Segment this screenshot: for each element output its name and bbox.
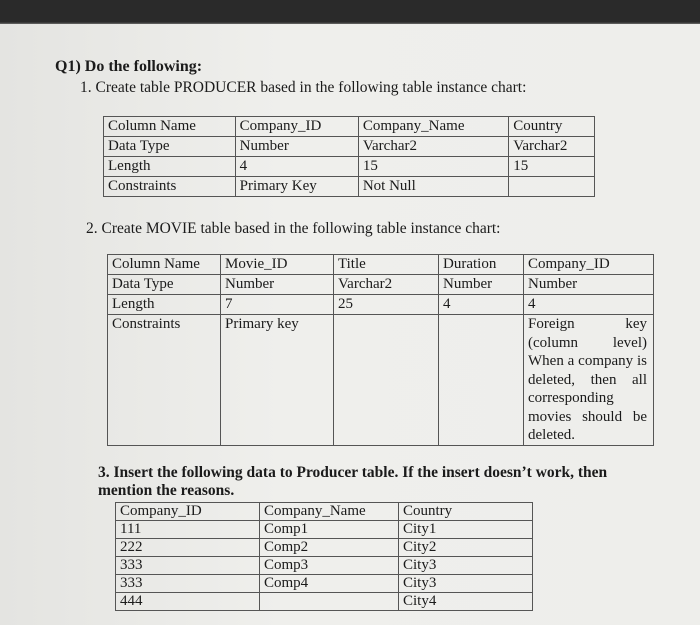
table-cell bbox=[439, 315, 524, 446]
table-cell: 4 bbox=[524, 295, 654, 315]
table-cell: City1 bbox=[399, 521, 533, 539]
table-row bbox=[104, 117, 595, 137]
table-cell: Varchar2 bbox=[334, 275, 439, 295]
table-cell: 7 bbox=[221, 295, 334, 315]
table-cell: 15 bbox=[509, 157, 595, 177]
table-cell: Company_Name bbox=[358, 117, 508, 137]
table-cell: 111 bbox=[116, 521, 260, 539]
table-cell: Company_Name bbox=[260, 503, 399, 521]
table-cell: Number bbox=[221, 275, 334, 295]
table-cell: Data Type bbox=[104, 137, 236, 157]
question-3-text: 3. Insert the following data to Producer table. If the insert doesn’t work, then mention the reasons. bbox=[98, 464, 608, 499]
question-1-text: 1. Create table PRODUCER based in the following table instance chart: bbox=[80, 79, 527, 96]
table-cell: 222 bbox=[116, 539, 260, 557]
table-cell: Column Name bbox=[104, 117, 236, 137]
table-cell: 4 bbox=[439, 295, 524, 315]
document-page bbox=[0, 24, 700, 625]
table-row bbox=[108, 255, 654, 275]
table-cell: Duration bbox=[439, 255, 524, 275]
table-row bbox=[108, 315, 654, 446]
table-cell: Company_ID bbox=[116, 503, 260, 521]
table-cell: City3 bbox=[399, 557, 533, 575]
table-cell: Title bbox=[334, 255, 439, 275]
table-cell: Constraints bbox=[108, 315, 221, 446]
table-cell bbox=[509, 177, 595, 197]
table-cell: Comp2 bbox=[260, 539, 399, 557]
table-row bbox=[116, 575, 533, 593]
table-cell: Primary Key bbox=[235, 177, 358, 197]
table-cell: Company_ID bbox=[235, 117, 358, 137]
table-cell: Number bbox=[524, 275, 654, 295]
fk-word: key bbox=[625, 316, 647, 332]
table-cell: City3 bbox=[399, 575, 533, 593]
table-cell: Movie_ID bbox=[221, 255, 334, 275]
table-cell: Length bbox=[108, 295, 221, 315]
table-cell: Comp3 bbox=[260, 557, 399, 575]
fk-first-line bbox=[528, 315, 647, 334]
producer-insert-data-table bbox=[115, 502, 533, 611]
table-cell: Length bbox=[104, 157, 236, 177]
table-cell: 25 bbox=[334, 295, 439, 315]
table-cell: 15 bbox=[358, 157, 508, 177]
table-row bbox=[116, 593, 533, 611]
table-cell: Not Null bbox=[358, 177, 508, 197]
table-cell: Column Name bbox=[108, 255, 221, 275]
table-cell: Varchar2 bbox=[509, 137, 595, 157]
table-cell: Comp4 bbox=[260, 575, 399, 593]
table-cell: City2 bbox=[399, 539, 533, 557]
table-cell: Number bbox=[235, 137, 358, 157]
table-cell: 333 bbox=[116, 557, 260, 575]
table-row bbox=[116, 539, 533, 557]
fk-word: Foreign bbox=[528, 316, 575, 332]
question-heading: Q1) Do the following: bbox=[55, 58, 203, 75]
table-row bbox=[116, 557, 533, 575]
table-cell: Country bbox=[399, 503, 533, 521]
table-cell: 333 bbox=[116, 575, 260, 593]
table-cell: 444 bbox=[116, 593, 260, 611]
table-cell: Company_ID bbox=[524, 255, 654, 275]
table-cell: Number bbox=[439, 275, 524, 295]
table-row bbox=[116, 521, 533, 539]
fk-description: (column level) When a company is deleted, then all corresponding movies should be deleted. bbox=[528, 334, 647, 443]
table-cell: Constraints bbox=[104, 177, 236, 197]
table-cell: Comp1 bbox=[260, 521, 399, 539]
table-cell: Country bbox=[509, 117, 595, 137]
table-cell: City4 bbox=[399, 593, 533, 611]
table-cell bbox=[260, 593, 399, 611]
table-row bbox=[104, 157, 595, 177]
table-cell: Primary key bbox=[221, 315, 334, 446]
table-row bbox=[108, 295, 654, 315]
movie-instance-chart bbox=[107, 254, 654, 446]
table-cell: 4 bbox=[235, 157, 358, 177]
foreign-key-constraint-cell bbox=[524, 315, 654, 446]
producer-instance-chart bbox=[103, 116, 595, 197]
table-cell bbox=[334, 315, 439, 446]
question-2-text: 2. Create MOVIE table based in the following table instance chart: bbox=[86, 220, 501, 237]
table-row bbox=[116, 503, 533, 521]
table-row bbox=[108, 275, 654, 295]
table-cell: Varchar2 bbox=[358, 137, 508, 157]
table-row bbox=[104, 137, 595, 157]
table-row bbox=[104, 177, 595, 197]
table-cell: Data Type bbox=[108, 275, 221, 295]
